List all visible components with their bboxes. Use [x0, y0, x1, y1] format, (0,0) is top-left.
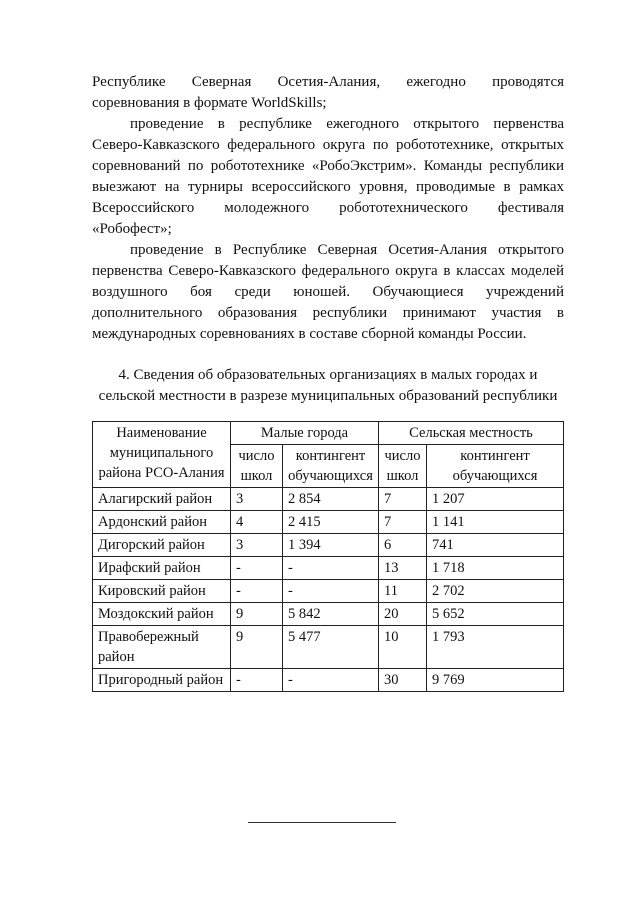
cell-rural-schools: 7 — [379, 488, 427, 511]
table-row — [93, 626, 564, 669]
cell-district: Кировский район — [93, 580, 231, 603]
cell-town-schools: 3 — [231, 488, 283, 511]
cell-rural-schools: 11 — [379, 580, 427, 603]
cell-rural-students: 5 652 — [427, 603, 564, 626]
cell-rural-schools: 6 — [379, 534, 427, 557]
cell-town-students: 5 842 — [283, 603, 379, 626]
cell-town-schools: - — [231, 580, 283, 603]
cell-rural-schools: 7 — [379, 511, 427, 534]
cell-town-students: 5 477 — [283, 626, 379, 669]
cell-district: Алагирский район — [93, 488, 231, 511]
paragraph: проведение в Республике Северная Осетия-Алания открытого первенства Северо-Кавказского федерального округа в классах моделей воздушного боя среди юношей. Обучающиеся учреждений дополнительного образования республики принимают участия в международных соревнованиях в составе сборной команды России. — [92, 242, 564, 342]
cell-rural-students: 9 769 — [427, 669, 564, 692]
cell-rural-schools: 10 — [379, 626, 427, 669]
cell-rural-students: 1 207 — [427, 488, 564, 511]
cell-town-schools: 9 — [231, 603, 283, 626]
section-title: 4. Сведения об образовательных организациях в малых городах и сельской местности в разрезе муниципальных образований республики — [98, 367, 558, 404]
body-text — [92, 72, 564, 345]
cell-town-schools: 4 — [231, 511, 283, 534]
cell-rural-students: 1 718 — [427, 557, 564, 580]
cell-district: Ирафский район — [93, 557, 231, 580]
document-page — [92, 72, 564, 692]
cell-district: Пригородный район — [93, 669, 231, 692]
cell-rural-students: 741 — [427, 534, 564, 557]
header-rural-schools: число школ — [379, 445, 427, 488]
cell-district: Моздокский район — [93, 603, 231, 626]
paragraph: проведение в республике ежегодного открытого первенства Северо-Кавказского федерального округа по робототехнике, открытых соревнований по робототехнике «РобоЭкстрим». Команды республики выезжают на турниры всероссийского уровня, проводимые в рамках Всероссийского молодежного робототехнического фестиваля «Робофест»; — [92, 116, 564, 237]
cell-rural-schools: 30 — [379, 669, 427, 692]
cell-town-schools: - — [231, 669, 283, 692]
cell-town-students: 2 854 — [283, 488, 379, 511]
table-row — [93, 511, 564, 534]
cell-town-schools: 3 — [231, 534, 283, 557]
header-district: Наименование муниципального района РСО-Алания — [93, 422, 231, 488]
cell-town-students: 2 415 — [283, 511, 379, 534]
cell-rural-students: 1 141 — [427, 511, 564, 534]
cell-rural-schools: 13 — [379, 557, 427, 580]
cell-town-students: - — [283, 557, 379, 580]
table-row — [93, 488, 564, 511]
table-body — [93, 488, 564, 692]
cell-town-students: 1 394 — [283, 534, 379, 557]
header-rural: Сельская местность — [379, 422, 564, 445]
cell-district: Ардонский район — [93, 511, 231, 534]
header-town-schools: число школ — [231, 445, 283, 488]
cell-town-students: - — [283, 669, 379, 692]
paragraph: Республике Северная Осетия-Алания, ежегодно проводятся соревнования в формате WorldSkills; — [92, 74, 564, 111]
table-row — [93, 580, 564, 603]
table-header-row — [93, 422, 564, 445]
cell-rural-students: 1 793 — [427, 626, 564, 669]
schools-table — [92, 421, 564, 692]
table-row — [93, 603, 564, 626]
cell-district: Дигорский район — [93, 534, 231, 557]
table-row — [93, 534, 564, 557]
cell-town-schools: - — [231, 557, 283, 580]
header-small-towns: Малые города — [231, 422, 379, 445]
cell-town-students: - — [283, 580, 379, 603]
header-rural-students: контингент обучающихся — [427, 445, 564, 488]
cell-rural-schools: 20 — [379, 603, 427, 626]
header-town-students: контингент обучающихся — [283, 445, 379, 488]
table-row — [93, 669, 564, 692]
table-row — [93, 557, 564, 580]
cell-district: Правобережный район — [93, 626, 231, 669]
cell-town-schools: 9 — [231, 626, 283, 669]
footer-divider — [248, 822, 396, 823]
cell-rural-students: 2 702 — [427, 580, 564, 603]
